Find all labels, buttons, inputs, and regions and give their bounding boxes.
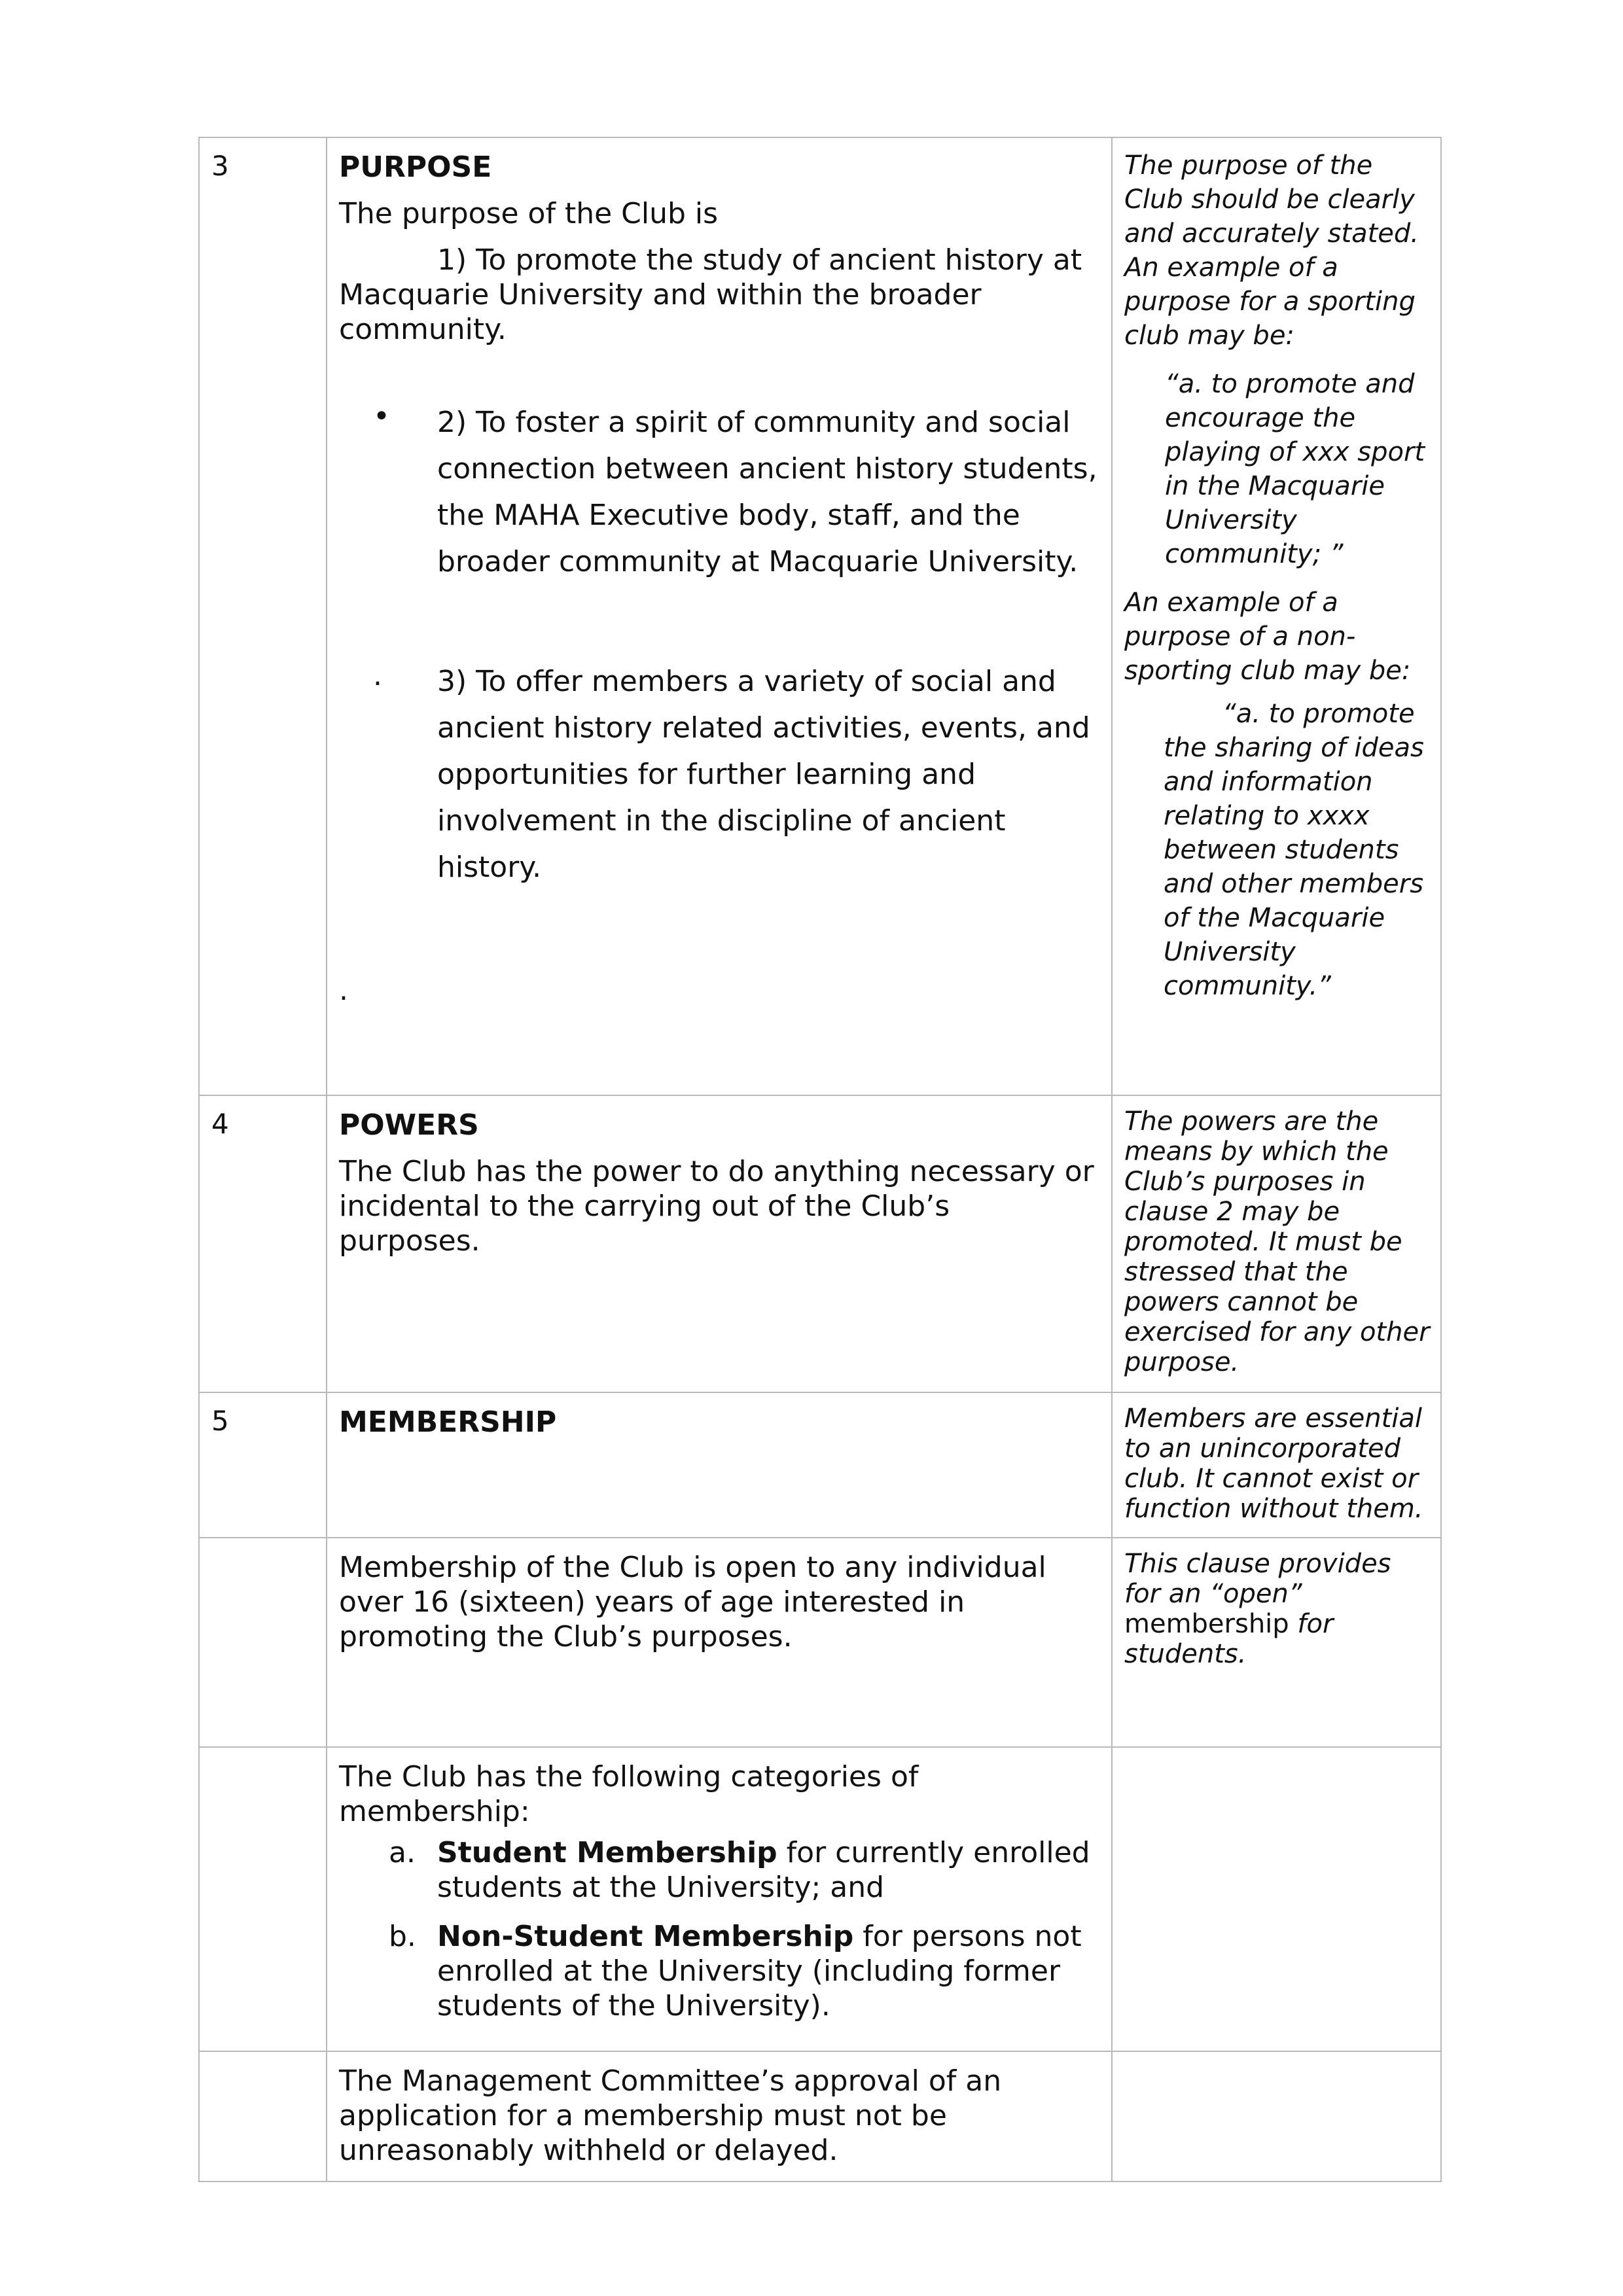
note-word: membership (1124, 1609, 1289, 1639)
purpose-item-3-wrap (339, 658, 1099, 891)
clause-row-purpose (199, 137, 1441, 1095)
open-membership-text: Membership of the Club is open to any individual over 16 (sixteen) years of age interested in promoting the Club’s purposes. (327, 1538, 1112, 1747)
purpose-intro: The purpose of the Club is (339, 197, 719, 230)
row-approval (199, 2051, 1441, 2181)
categories-body (327, 1747, 1112, 2051)
bullet: • (373, 400, 390, 433)
category-name: Student Membership (437, 1836, 777, 1869)
empty-cell (199, 2051, 327, 2181)
clause-row-membership (199, 1392, 1441, 1538)
empty-cell (199, 1747, 327, 2051)
clause-note: Members are essential to an unincorporated club. It cannot exist or function without them. (1112, 1392, 1441, 1538)
category-item (339, 1835, 1099, 1905)
category-desc: for currently enrolled students at the University; and (437, 1836, 1090, 1904)
note-mid: An example of a purpose of a non-sporting club may be: (1124, 588, 1411, 686)
constitution-table (198, 137, 1442, 2182)
bullet: . (373, 659, 382, 692)
empty-cell (199, 1538, 327, 1747)
clause-heading: POWERS (339, 1108, 479, 1142)
clause-number: 4 (199, 1095, 327, 1392)
note-quote-sporting: “a. to promote and encourage the playing of xxx sport in the Macquarie University community; ” (1165, 369, 1425, 569)
category-desc: for persons not enrolled at the University (including former students of the University). (437, 1920, 1082, 2022)
categories-intro: The Club has the following categories of membership: (339, 1760, 919, 1828)
purpose-item-1: 1) To promote the study of ancient history at Macquarie University and within the broader community. (339, 243, 1082, 346)
approval-text: The Management Committee’s approval of an application for a membership must not be unreasonably withheld or delayed. (327, 2051, 1112, 2181)
clause-body (327, 1392, 1112, 1538)
clause-number: 3 (199, 137, 327, 1095)
category-label: a. (389, 1836, 416, 1869)
empty-note-cell (1112, 2051, 1441, 2181)
note-quote-non-sporting: “a. to promote the sharing of ideas and information relating to xxxx between students and other members of the Macquarie University community.” (1164, 699, 1424, 1001)
clause-row-powers (199, 1095, 1441, 1392)
trailing-dot: . (339, 974, 348, 1007)
row-open-membership (199, 1538, 1441, 1747)
purpose-item-2: 2) To foster a spirit of community and social connection between ancient history students, the MAHA Executive body, staff, and the broader community at Macquarie University. (437, 406, 1097, 578)
row-categories (199, 1747, 1441, 2051)
purpose-item-3: 3) To offer members a variety of social and ancient history related activities, events, and opportunities for further learning and involvement in the discipline of ancient history. (437, 665, 1090, 884)
note-prefix: This clause provides for an “open” (1124, 1549, 1391, 1609)
powers-text: The Club has the power to do anything necessary or incidental to the carrying out of the Club’s purposes. (339, 1155, 1094, 1258)
category-name: Non-Student Membership (437, 1920, 854, 1953)
open-membership-note (1112, 1538, 1441, 1747)
category-item (339, 1919, 1099, 2023)
note-intro: The purpose of the Club should be clearly and accurately stated. An example of a purpose for a sporting club may be: (1124, 150, 1419, 351)
category-label: b. (389, 1920, 416, 1953)
purpose-item-2-wrap (339, 399, 1099, 585)
clause-heading: PURPOSE (339, 150, 492, 184)
clause-note (1112, 137, 1441, 1095)
clause-note: The powers are the means by which the Club’s purposes in clause 2 may be promoted. It must be stressed that the powers cannot be exercised for any other purpose. (1112, 1095, 1441, 1392)
clause-number: 5 (199, 1392, 327, 1538)
clause-heading: MEMBERSHIP (339, 1405, 557, 1439)
note-suffix: for students. (1124, 1609, 1334, 1669)
clause-body (327, 137, 1112, 1095)
clause-body (327, 1095, 1112, 1392)
empty-note-cell (1112, 1747, 1441, 2051)
